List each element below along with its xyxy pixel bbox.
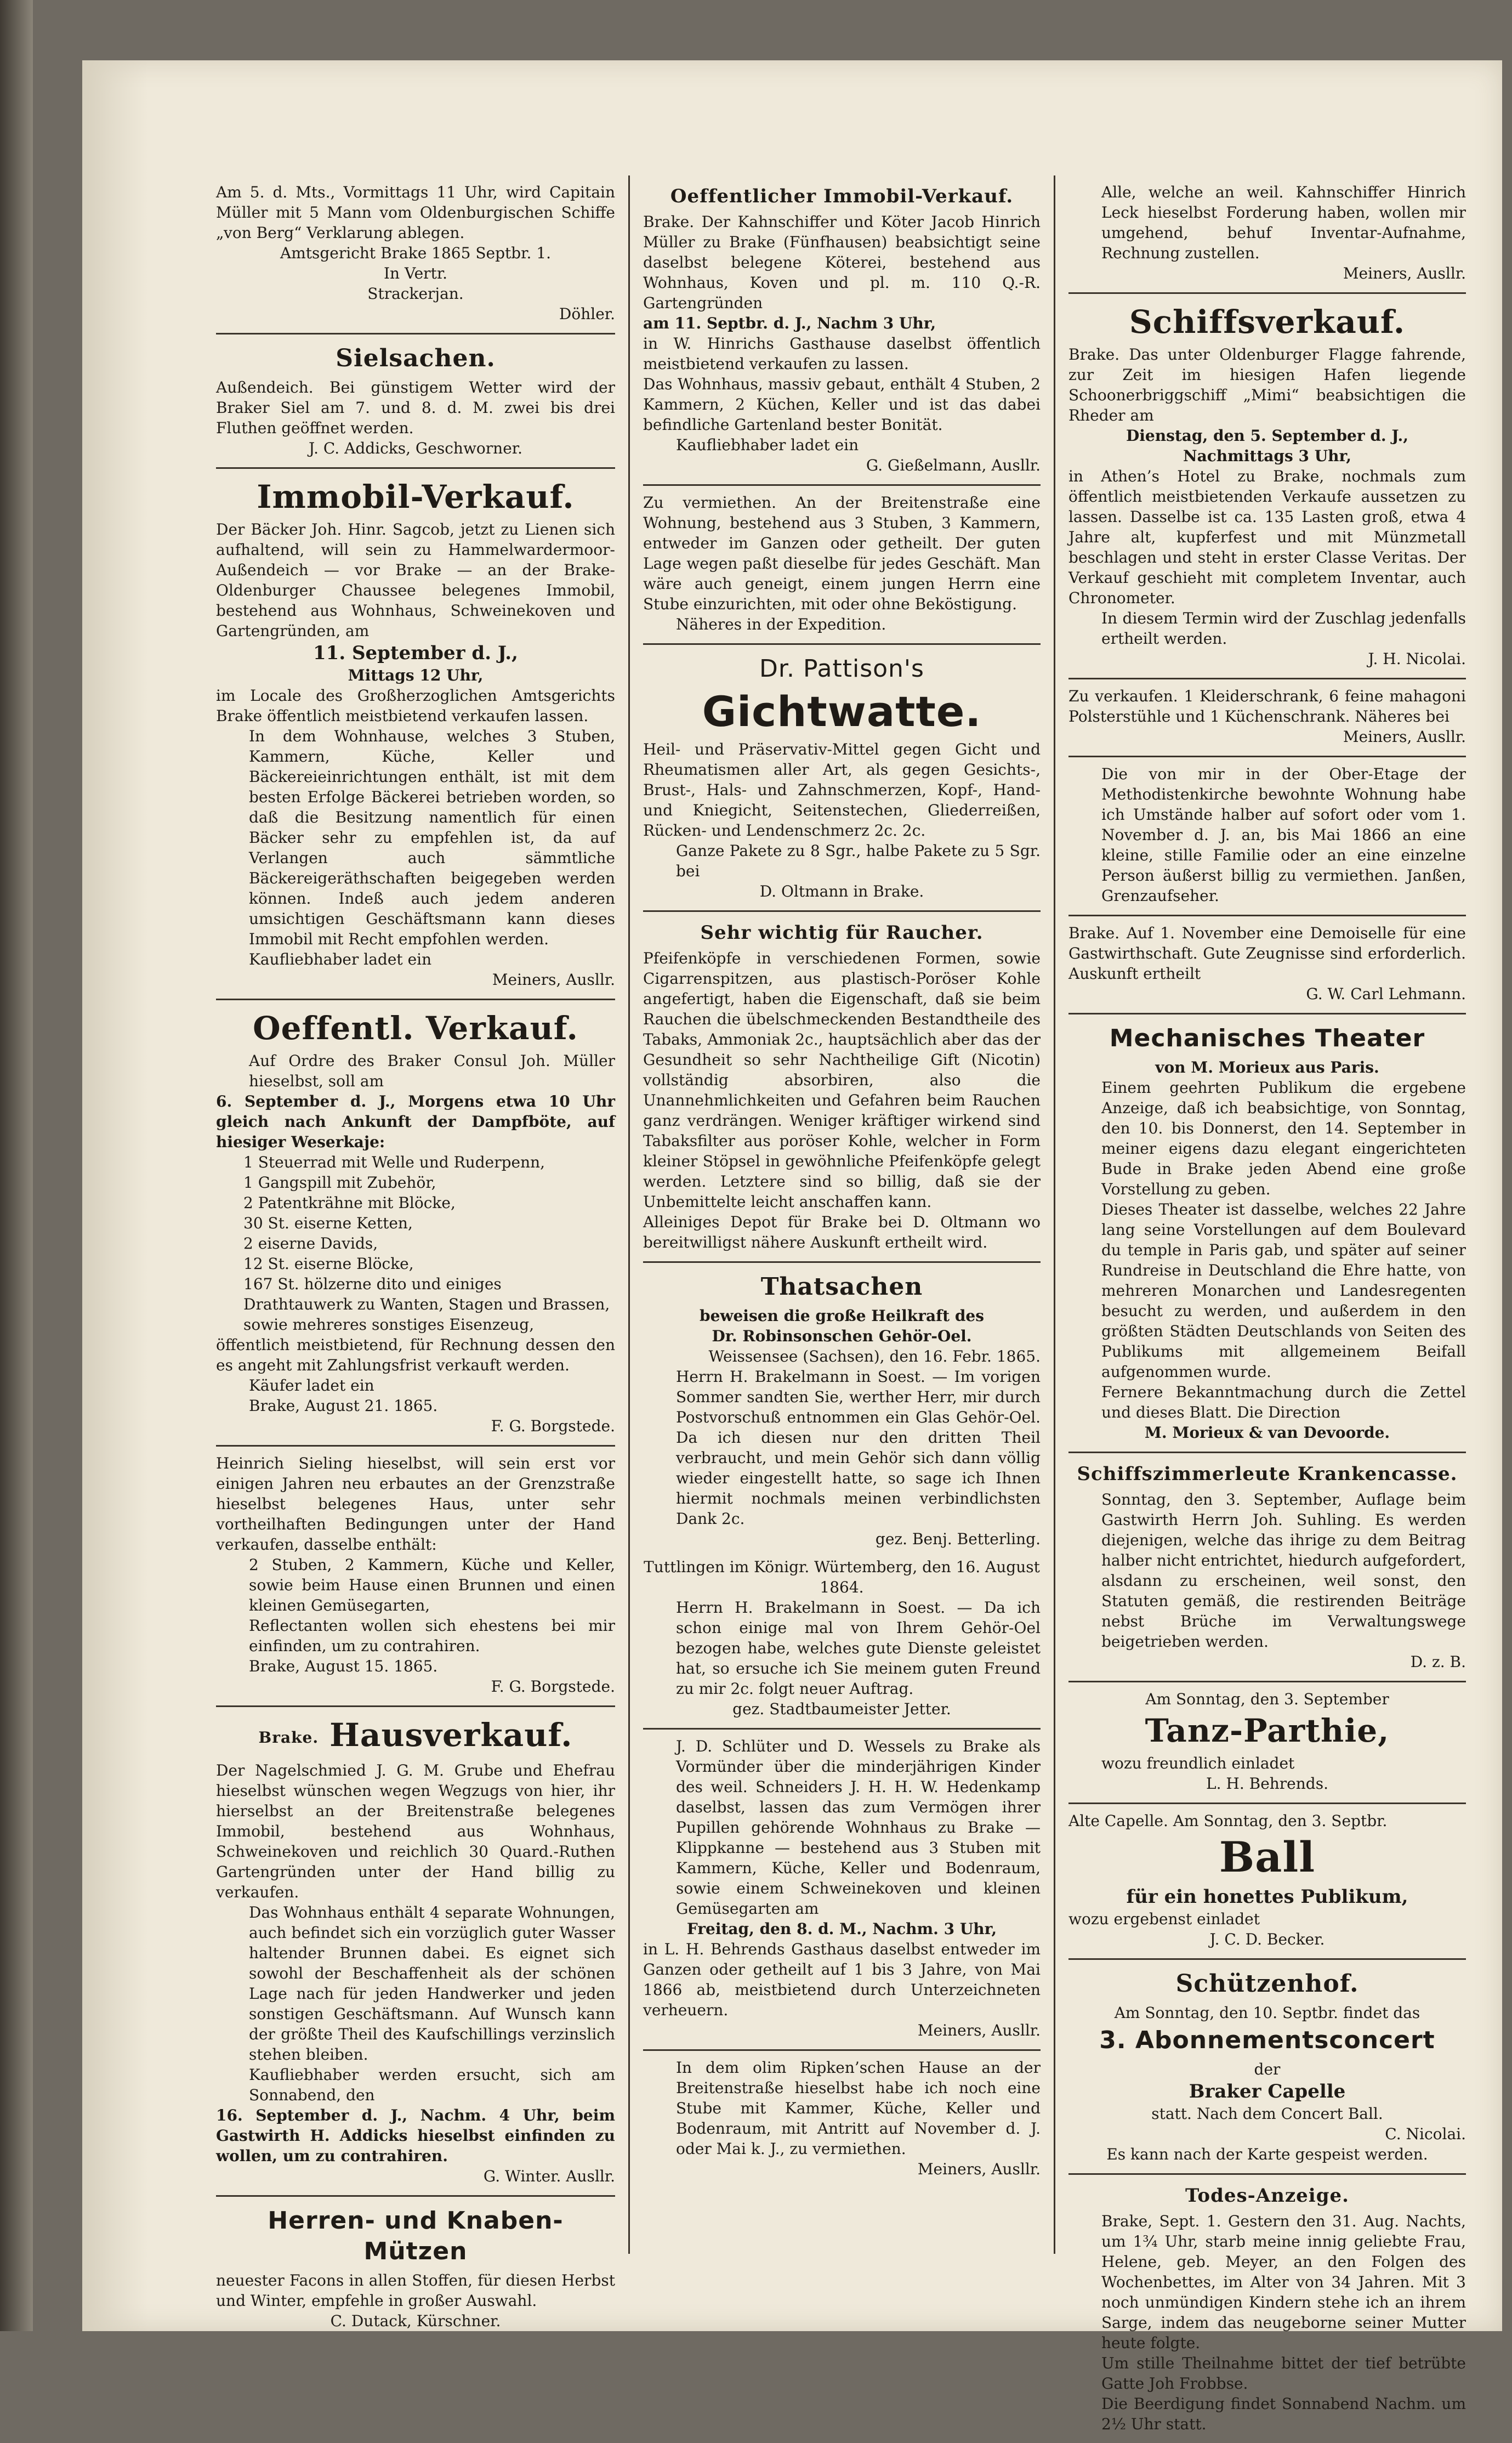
ad-heading: Schiffszimmerleute Krankencasse.: [1077, 1463, 1458, 1485]
ad-text: Auf Ordre des Braker Consul Joh. Müller hieselbst, soll am: [249, 1052, 615, 1090]
ad-schuetzenhof: [1068, 1960, 1466, 2175]
ad-verklarung: [216, 175, 615, 335]
ad-heading-text: Hausverkauf.: [329, 1716, 573, 1754]
ad-text: Kaufliebhaber werden ersucht, sich am Sonnabend, den: [249, 2066, 615, 2104]
ad-ball: [1068, 1804, 1466, 1960]
ad-heading: Immobil-Verkauf.: [257, 478, 575, 515]
ad-text: neuester Facons in allen Stoffen, für diesen Herbst und Winter, empfehle in großer Auswahl.: [216, 2271, 615, 2310]
ad-heading: Ball: [1219, 1833, 1316, 1881]
ad-text: In diesem Termin wird der Zuschlag jedenfalls ertheilt werden.: [1101, 609, 1466, 648]
column-3: [1054, 175, 1479, 2433]
ad-text: Am Sonntag, den 3. September: [1145, 1690, 1389, 1708]
ad-text: Um stille Theilnahme bittet der tief betrübte Gatte Joh Frobbse.: [1101, 2354, 1466, 2393]
ad-muetzen: [216, 2197, 615, 2340]
ad-text: Alleiniges Depot für Brake bei D. Oltmann wo bereitwilligst nähere Auskunft ertheilt wird.: [643, 1213, 1041, 1251]
ad-text: Reflectanten wollen sich ehestens bei mir einfinden, um zu contrahiren.: [249, 1617, 615, 1655]
columns: [203, 175, 1480, 2433]
ad-text: Die von mir in der Ober-Etage der Methodistenkirche bewohnte Wohnung habe ich Umstände halber auf sofort oder vom 1. November d. J. an, bis Mai 1866 an eine kleine, stille Familie oder an eine einzelne Person äußerst billig zu vermiethen. Janßen, Grenzaufseher.: [1101, 765, 1466, 905]
ad-gichtwatte: [643, 645, 1041, 912]
ad-signature: Döhler.: [559, 305, 615, 323]
ad-heading: Schützenhof.: [1175, 1970, 1359, 1998]
ad-signature: F. G. Borgstede.: [491, 1677, 615, 1696]
ad-signature: G. W. Carl Lehmann.: [1306, 985, 1466, 1003]
ad-text: Brake. Das unter Oldenburger Flagge fahrende, zur Zeit im hiesigen Hafen liegende Schoonerbriggschiff „Mimi“ beabsichtigen die Rheder am: [1068, 345, 1466, 424]
ad-heading: Sehr wichtig für Raucher.: [700, 922, 984, 944]
ad-text: In Vertr.: [383, 264, 448, 282]
ad-subheading: für ein honettes Publikum,: [1126, 1886, 1408, 1908]
ad-date: 11. September d. J.,: [313, 642, 518, 664]
ad-signature: C. Dutack, Kürschner.: [330, 2312, 501, 2330]
ad-text: In dem Wohnhause, welches 3 Stuben, Kammern, Küche, Keller und Bäckereieinrichtungen enthält, ist mit dem besten Erfolge Bäckerei betrieben worden, so daß die Besitzung namentlich für einen Bäcker sehr zu empfehlen ist, da auf Verlangen auch sämmtliche Bäckereigeräthschaften beigegeben werden können. Indeß auch jedem anderen umsichtigen Geschäftsmann kann dieses Immobil mit Recht empfohlen werden.: [249, 727, 615, 948]
ad-text: Brake, August 15. 1865.: [249, 1657, 438, 1675]
ad-demoiselle: [1068, 916, 1466, 1014]
ad-text: Am Sonntag, den 10. Septbr. findet das: [1114, 2004, 1420, 2022]
ad-signature: F. G. Borgstede.: [491, 1417, 615, 1435]
list-item: 167 St. hölzerne dito und einiges Drathtauwerk zu Wanten, Stagen und Brassen, sowie mehreres sonstiges Eisenzeug,: [243, 1275, 610, 1334]
ad-heading: Mechanisches Theater: [1109, 1024, 1425, 1052]
ad-heading: Dr. Pattison's: [759, 655, 924, 683]
ad-sielsachen: [216, 335, 615, 469]
ad-text: Das Wohnhaus enthält 4 separate Wohnungen, auch befindet sich ein vorzüglich guter Wasser haltender Brunnen dabei. Es eignet sich sowohl der Beschaffenheit als der schönen Lage nach für jeden Handwerker und jeden sonstigen Geschäftsmann. Auf Wunsch kann der größte Theil des Kaufschillings verzinslich stehen bleiben.: [249, 1903, 615, 2064]
item-list: [216, 1152, 615, 1335]
ad-heading: Schiffsverkauf.: [1129, 303, 1406, 341]
ad-signature: gez. Benj. Betterling.: [875, 1530, 1041, 1548]
ad-text: Außendeich. Bei günstigem Wetter wird der Braker Siel am 7. und 8. d. M. zwei bis drei Fluthen geöffnet werden.: [216, 378, 615, 437]
ad-text: Herrn H. Brakelmann in Soest. — Im vorigen Sommer sandten Sie, werther Herr, mir durch Postvorschuß entnommen ein Glas Gehör-Oel. Da ich diesen nur den dritten Theil verbraucht, und mein Gehör sich dann völlig wieder eingestellt hatte, so sage ich Ihnen hiermit nochmals meinen verbindlichsten Dank 2c.: [676, 1368, 1041, 1528]
ad-text: Brake. Auf 1. November eine Demoiselle für eine Gastwirthschaft. Gute Zeugnisse sind erforderlich. Auskunft ertheilt: [1068, 924, 1466, 983]
ad-immobil-verkauf: [216, 469, 615, 1000]
ad-text: Käufer ladet ein: [249, 1376, 374, 1395]
ad-heading: Herren- und Knaben-Mützen: [268, 2207, 564, 2265]
ad-date: Dienstag, den 5. September d. J., Nachmittags 3 Uhr,: [1126, 427, 1408, 465]
ad-text: Brake. Der Kahnschiffer und Köter Jacob Hinrich Müller zu Brake (Fünfhausen) beabsichtigt seine daselbst belegene Köterei, bestehend aus Wohnhaus, Koven und pl. m. 110 Q.-R. Gartengründen: [643, 213, 1041, 312]
ad-text: in W. Hinrichs Gasthause daselbst öffentlich meistbietend verkaufen zu lassen.: [643, 335, 1041, 373]
ad-text: Zu verkaufen. 1 Kleiderschrank, 6 feine mahagoni Polsterstühle und 1 Küchenschrank. Näheres bei: [1068, 687, 1466, 725]
ad-text: Einem geehrten Publikum die ergebene Anzeige, daß ich beabsichtige, von Sonntag, den 10. bis Donnerst, den 14. September in meiner eigens dazu elegant eingerichteten Bude in Brake jeden Abend eine große Vorstellung zu geben.: [1101, 1079, 1466, 1198]
ad-text: Alte Capelle. Am Sonntag, den 3. Septbr.: [1068, 1812, 1388, 1830]
ad-signature: D. Oltmann in Brake.: [759, 882, 924, 900]
list-item: 2 eiserne Davids,: [243, 1234, 378, 1252]
ad-heading: Tanz-Parthie,: [1145, 1712, 1390, 1749]
ad-text: Heil- und Präservativ-Mittel gegen Gicht und Rheumatismen aller Art, als gegen Gesichts-, Brust-, Hals- und Zahnschmerzen, Kopf-, Hand- und Kniegicht, Seitenstechen, Gliederreißen, Rücken- und Lendenschmerz 2c. 2c.: [643, 740, 1041, 840]
ad-hedenkamp: [643, 1730, 1041, 2051]
ad-haus-sieling: [216, 1447, 615, 1707]
ad-text: Sonntag, den 3. September, Auflage beim Gastwirth Herrn Joh. Suhling. Es werden diejenigen, welche das ihrige zu dem Beitrag halber nicht entrichtet, hiedurch aufgefordert, alsdann zu erscheinen, weil sonst, den Statuten gemäß, die restirenden Beiträge nebst Brüche im Verwaltungswege beigetrieben werden.: [1101, 1490, 1466, 1651]
ad-oeffentl-verkauf: [216, 1000, 615, 1447]
ad-text: Die Beerdigung findet Sonnabend Nachm. um 2½ Uhr statt.: [1101, 2395, 1466, 2433]
ad-mechanisches-theater: [1068, 1014, 1466, 1453]
list-item: 1 Steuerrad mit Welle und Ruderpenn,: [243, 1153, 545, 1171]
ad-text: Brake, Sept. 1. Gestern den 31. Aug. Nachts, um 1¾ Uhr, starb meine innig geliebte Frau, Helene, geb. Meyer, an den Folgen des Wochenbettes, im Alter von 34 Jahren. Mit 3 noch unmündigen Kindern stehe ich an ihrem Sarge, indem das neugeborne seiner Mutter heute folgte.: [1101, 2212, 1466, 2352]
ad-text: Tuttlingen im Königr. Würtemberg, den 16. August 1864.: [644, 1558, 1040, 1596]
list-item: 12 St. eiserne Blöcke,: [243, 1255, 414, 1273]
list-item: 30 St. eiserne Ketten,: [243, 1214, 413, 1232]
ad-text: In dem olim Ripken’schen Hause an der Breitenstraße hieselbst habe ich noch eine Stube mit Kammer, Küche, Keller und Bodenraum, mit Antritt auf November d. J. oder Mai k. J., zu vermiethen.: [676, 2059, 1041, 2158]
ad-heading: Sielsachen.: [336, 344, 496, 372]
ad-subheading: Braker Capelle: [1189, 2081, 1346, 2102]
scan-edge: [0, 0, 33, 2331]
ad-text: Pfeifenköpfe in verschiedenen Formen, sowie Cigarrenspitzen, aus plastisch-Poröser Kohle angefertigt, haben die Eigenschaft, daß sie beim Rauchen die übelschmeckenden Bestandtheile des Tabaks, Ammoniak 2c., hauptsächlich aber das der Gesundheit so sehr Nachtheilige Gift (Nicotin) vollständig absorbiren, also die Unannehmlichkeiten und Gefahren beim Rauchen ganz verdrängen. Weniger kräftiger wirkend sind Tabaksfilter aus poröser Kohle, welcher in Form kleiner Stöpsel in gewöhnliche Pfeifenköpfe gelegt werden. Letztere sind so billig, daß sie der Unbemittelte leicht anschaffen kann.: [643, 949, 1041, 1211]
ad-signature: Meiners, Ausllr.: [917, 2021, 1041, 2039]
ad-subheading: von M. Morieux aus Paris.: [1155, 1058, 1379, 1076]
ad-schiffsverkauf: [1068, 294, 1466, 679]
list-item: 1 Gangspill mit Zubehör,: [243, 1174, 436, 1192]
ad-signature: G. Winter. Ausllr.: [483, 2167, 615, 2185]
column-2: [628, 175, 1054, 2254]
ad-heading: Gichtwatte.: [702, 687, 982, 736]
ad-text: Es kann nach der Karte gespeist werden.: [1106, 2145, 1428, 2163]
ad-signature: J. C. D. Becker.: [1209, 1930, 1325, 1948]
ad-text: Der Nagelschmied J. G. M. Grube und Ehefrau hieselbst wünschen wegen Wegzugs von hier, ihr hierselbst an der Breitenstraße belegenes Immobil, bestehend aus Wohnhaus, Schweinekoven und reichlich 30 Quard.-Ruthen Gartengründen unter der Hand billig zu verkaufen.: [216, 1761, 615, 1901]
ad-text: Alle, welche an weil. Kahnschiffer Hinrich Leck hieselbst Forderung haben, wollen mir umgehend, behuf Inventar-Aufnahme, Rechnung zustellen.: [1101, 183, 1466, 262]
ad-text: Amtsgericht Brake 1865 Septbr. 1.: [280, 244, 552, 262]
ad-text: im Locale des Großherzoglichen Amtsgerichts Brake öffentlich meistbietend verkaufen lassen.: [216, 687, 615, 725]
ad-signature: Meiners, Ausllr.: [492, 971, 615, 989]
ad-text: 6. September d. J., Morgens etwa 10 Uhr gleich nach Ankunft der Dampfböte, auf hiesiger Weserkaje:: [216, 1092, 615, 1151]
ad-signature: J. H. Nicolai.: [1368, 650, 1466, 668]
ad-text: Dieses Theater ist dasselbe, welches 22 Jahre lang seine Vorstellungen auf dem Boulevard du temple in Paris gab, und später auf seiner Rundreise in Deutschland die Ehre hatte, von mehreren Monarchen und Landesregenten besucht zu werden, und außerdem in den größten Städten Deutschlands von Seiten des Publikums mit allgemeinem Beifall aufgenommen wurde.: [1101, 1200, 1466, 1381]
ad-text: in Athen’s Hotel zu Brake, nochmals zum öffentlich meistbietenden Verkaufe aussetzen zu lassen. Dasselbe ist ca. 135 Lasten groß, etwa 4 Jahre alt, kupferfest und mit Münzmetall beschlagen und steht in erster Classe Veritas. Der Verkauf geschieht mit completem Inventar, auch Chronometer.: [1068, 467, 1466, 607]
ad-signature: Strackerjan.: [367, 285, 464, 303]
ad-text: in L. H. Behrends Gasthaus daselbst entweder im Ganzen oder getheilt auf 1 bis 3 Jahre, von Mai 1866 ab, meistbietend durch Unterzeichneten verheuern.: [643, 1940, 1041, 2019]
ad-signature: C. Nicolai.: [1385, 2125, 1466, 2143]
ad-oeffentlicher-immobil-verkauf: [643, 175, 1041, 486]
ad-text: Heinrich Sieling hieselbst, will sein erst vor einigen Jahren neu erbautes an der Grenzstraße hieselbst belegenes Haus, unter sehr vortheilhaften Bedingungen unter der Hand verkaufen, dasselbe enthält:: [216, 1454, 615, 1554]
ad-thatsachen: [643, 1263, 1041, 1730]
ad-text: Ganze Pakete zu 8 Sgr., halbe Pakete zu 5 Sgr. bei: [676, 842, 1041, 880]
ad-text: Der Bäcker Joh. Hinr. Sagcob, jetzt zu Lienen sich aufhaltend, will sein zu Hammelwardermoor-Außendeich — vor Brake — an der Brake-Oldenburger Chaussee belegenes Immobil, bestehend aus Wohnhaus, Schweinekoven und Gartengründen, am: [216, 520, 615, 640]
ad-raucher: [643, 912, 1041, 1263]
ad-text: Herrn H. Brakelmann in Soest. — Da ich schon einige mal von Ihrem Gehör-Oel bezogen habe, welches gute Dienste geleistet hat, so ersuche ich Sie meinem guten Freund zu mir 2c. folgt neuer Auftrag.: [676, 1599, 1041, 1698]
ad-hausverkauf: [216, 1707, 615, 2197]
ad-krankencasse: [1068, 1453, 1466, 1682]
ad-text: 2 Stuben, 2 Kammern, Küche und Keller, sowie beim Hause einen Brunnen und einen kleinen Gemüsegarten,: [249, 1556, 615, 1614]
ad-date: am 11. Septbr. d. J., Nachm 3 Uhr,: [643, 314, 936, 332]
ad-heading: Todes-Anzeige.: [1185, 2185, 1349, 2207]
ad-text: der: [1254, 2060, 1281, 2078]
ad-text: Fernere Bekanntmachung durch die Zettel und dieses Blatt. Die Direction: [1101, 1383, 1466, 1421]
ad-text: Weissensee (Sachsen), den 16. Febr. 1865.: [708, 1347, 1041, 1365]
ad-heading: Thatsachen: [760, 1273, 923, 1301]
ad-text: statt. Nach dem Concert Ball.: [1151, 2105, 1383, 2123]
ad-text: Brake, August 21. 1865.: [249, 1397, 438, 1415]
ad-text: Näheres in der Expedition.: [676, 615, 886, 633]
column-1: [203, 175, 628, 2330]
ad-tanz-parthie: [1068, 1682, 1466, 1804]
ad-heading: 3. Abonnementsconcert: [1099, 2026, 1435, 2054]
list-item: 2 Patentkrähne mit Blöcke,: [243, 1194, 456, 1212]
ad-zu-verkaufen: [1068, 679, 1466, 757]
ad-text: Das Wohnhaus, massiv gebaut, enthält 4 Stuben, 2 Kammern, 2 Küchen, Keller und ist das dabei befindliche Gartenland bester Bonität.: [643, 375, 1041, 434]
ad-signature: gez. Stadtbaumeister Jetter.: [732, 1700, 951, 1718]
ad-signature: G. Gießelmann, Ausllr.: [866, 456, 1041, 474]
ad-date: Freitag, den 8. d. M., Nachm. 3 Uhr,: [686, 1920, 997, 1938]
ad-text: J. D. Schlüter und D. Wessels zu Brake als Vormünder über die minderjährigen Kinder des weil. Schneiders J. H. H. W. Hedenkamp daselbst, lassen das zum Vermögen ihrer Pupillen gehörende Wohnhaus zu Brake — Klippkanne — bestehend aus 3 Stuben mit Kammern, Küche, Keller und Bodenraum, sowie einem Schweinekoven und kleinen Gemüsegarten am: [676, 1737, 1041, 1918]
ad-text: Kaufliebhaber ladet ein: [249, 950, 432, 968]
ad-heading: Oeffentl. Verkauf.: [253, 1010, 578, 1047]
ad-subheading: beweisen die große Heilkraft des: [700, 1307, 984, 1325]
ad-signature: J. C. Addicks, Geschworner.: [309, 439, 522, 457]
ad-forderung: [1068, 175, 1466, 294]
ad-text: wozu freundlich einladet: [1101, 1754, 1295, 1772]
ad-signature: Meiners, Ausllr.: [1343, 264, 1466, 282]
ad-text: Kaufliebhaber ladet ein: [676, 436, 859, 454]
ad-text: wozu ergebenst einladet: [1068, 1910, 1260, 1928]
ad-ripken-haus: [643, 2051, 1041, 2188]
ad-heading: Oeffentlicher Immobil-Verkauf.: [670, 185, 1014, 207]
ad-signature: L. H. Behrends.: [1206, 1775, 1328, 1793]
ad-heading-prefix: Brake.: [258, 1728, 319, 1747]
ad-signature: Meiners, Ausllr.: [917, 2160, 1041, 2178]
ad-time: Mittags 12 Uhr,: [348, 666, 484, 684]
ad-zu-vermiethen: [643, 486, 1041, 645]
ad-signature: Meiners, Ausllr.: [1343, 728, 1466, 746]
ad-text: öffentlich meistbietend, für Rechnung dessen den es angeht mit Zahlungsfrist verkauft werden.: [216, 1336, 615, 1374]
ad-heading: [216, 1716, 615, 1757]
ad-text: 16. September d. J., Nachm. 4 Uhr, beim Gastwirth H. Addicks hieselbst einfinden zu wollen, um zu contrahiren.: [216, 2106, 615, 2165]
page-gutter: [82, 60, 148, 2331]
ad-signature: M. Morieux & van Devoorde.: [1144, 1424, 1390, 1442]
ad-text: Zu vermiethen. An der Breitenstraße eine Wohnung, bestehend aus 3 Stuben, 3 Kammern, entweder im Ganzen oder getheilt. Der guten Lage wegen paßt dieselbe für jedes Geschäft. Man wäre auch geneigt, einem jungen Herrn eine Stube einzurichten, mit oder ohne Beköstigung.: [643, 494, 1041, 613]
ad-text: Am 5. d. Mts., Vormittags 11 Uhr, wird Capitain Müller mit 5 Mann vom Oldenburgischen Schiffe „von Berg“ Verklarung ablegen.: [216, 183, 615, 242]
ad-todes-anzeige: [1068, 2175, 1466, 2443]
ad-signature: D. z. B.: [1410, 1653, 1466, 1671]
ad-wohnung: [1068, 757, 1466, 916]
ad-subheading: Dr. Robinsonschen Gehör-Oel.: [712, 1327, 972, 1345]
